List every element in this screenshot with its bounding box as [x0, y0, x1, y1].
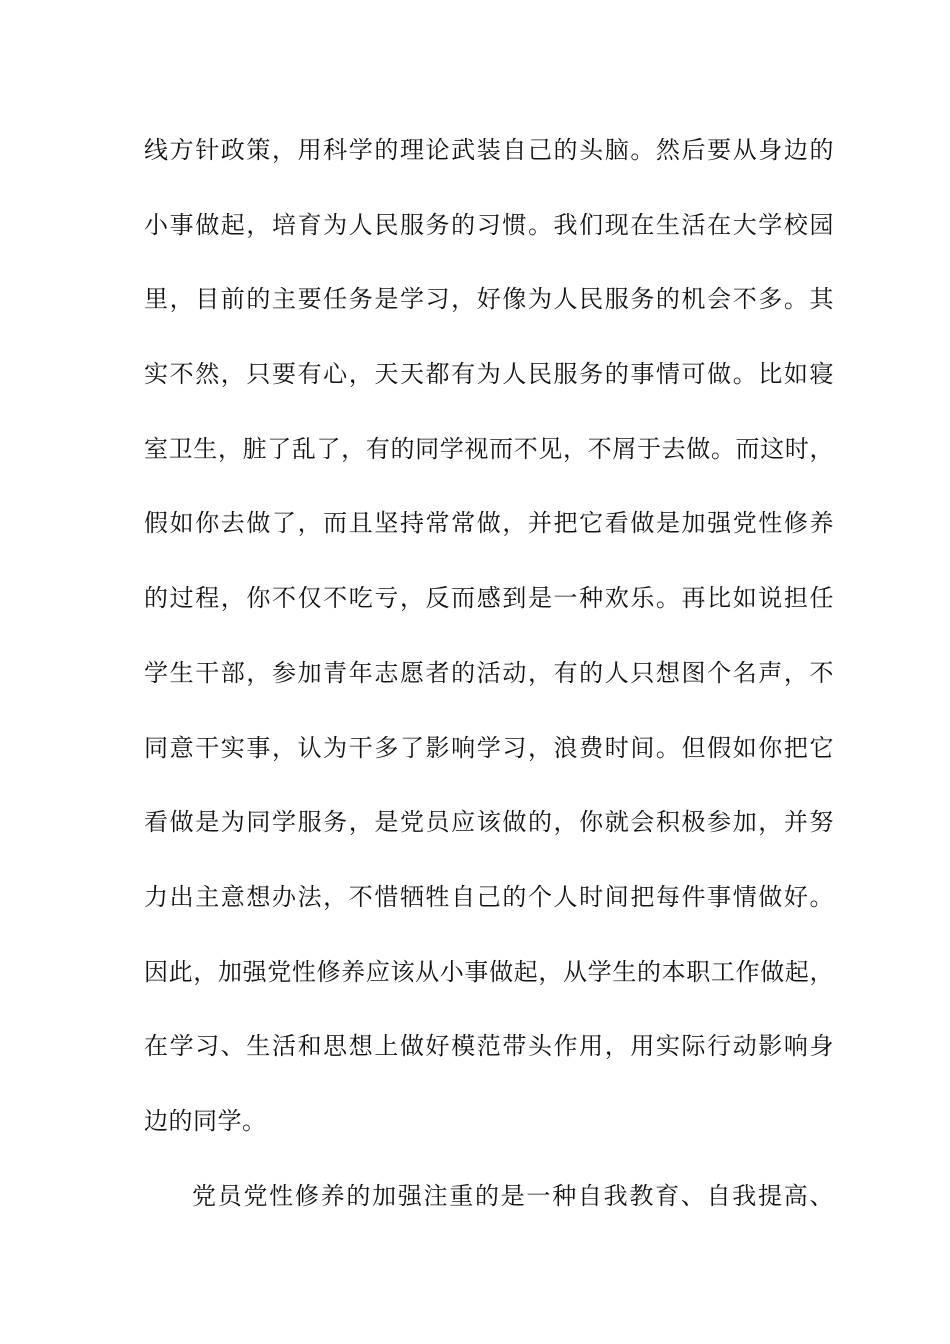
- text-line: 同意干实事，认为干多了影响学习，浪费时间。但假如你把它: [144, 733, 834, 762]
- text-line: 小事做起，培育为人民服务的习惯。我们现在生活在大学校园: [144, 210, 834, 239]
- text-line: 线方针政策，用科学的理论武装自己的头脑。然后要从身边的: [144, 136, 834, 164]
- text-line: 假如你去做了，而且坚持常常做，并把它看做是加强党性修养: [144, 509, 834, 538]
- paragraph-first-line: 党员党性修养的加强注重的是一种自我教育、自我提高、: [192, 1181, 834, 1210]
- text-line: 里，目前的主要任务是学习，好像为人民服务的机会不多。其: [144, 285, 834, 314]
- text-line: 在学习、生活和思想上做好模范带头作用，用实际行动影响身: [144, 1032, 834, 1061]
- text-line: 的过程，你不仅不吃亏，反而感到是一种欢乐。再比如说担任: [144, 584, 834, 613]
- text-line: 室卫生，脏了乱了，有的同学视而不见，不屑于去做。而这时，: [144, 434, 834, 463]
- text-line: 学生干部，参加青年志愿者的活动，有的人只想图个名声，不: [144, 658, 834, 687]
- text-line: 实不然，只要有心，天天都有为人民服务的事情可做。比如寝: [144, 360, 834, 389]
- text-line: 力出主意想办法，不惜牺牲自己的个人时间把每件事情做好。: [144, 882, 834, 911]
- text-line: 因此，加强党性修养应该从小事做起，从学生的本职工作做起，: [144, 957, 834, 986]
- text-line: 边的同学。: [144, 1106, 267, 1135]
- text-line: 看做是为同学服务，是党员应该做的，你就会积极参加，并努: [144, 808, 834, 837]
- body-text: [144, 132, 834, 1252]
